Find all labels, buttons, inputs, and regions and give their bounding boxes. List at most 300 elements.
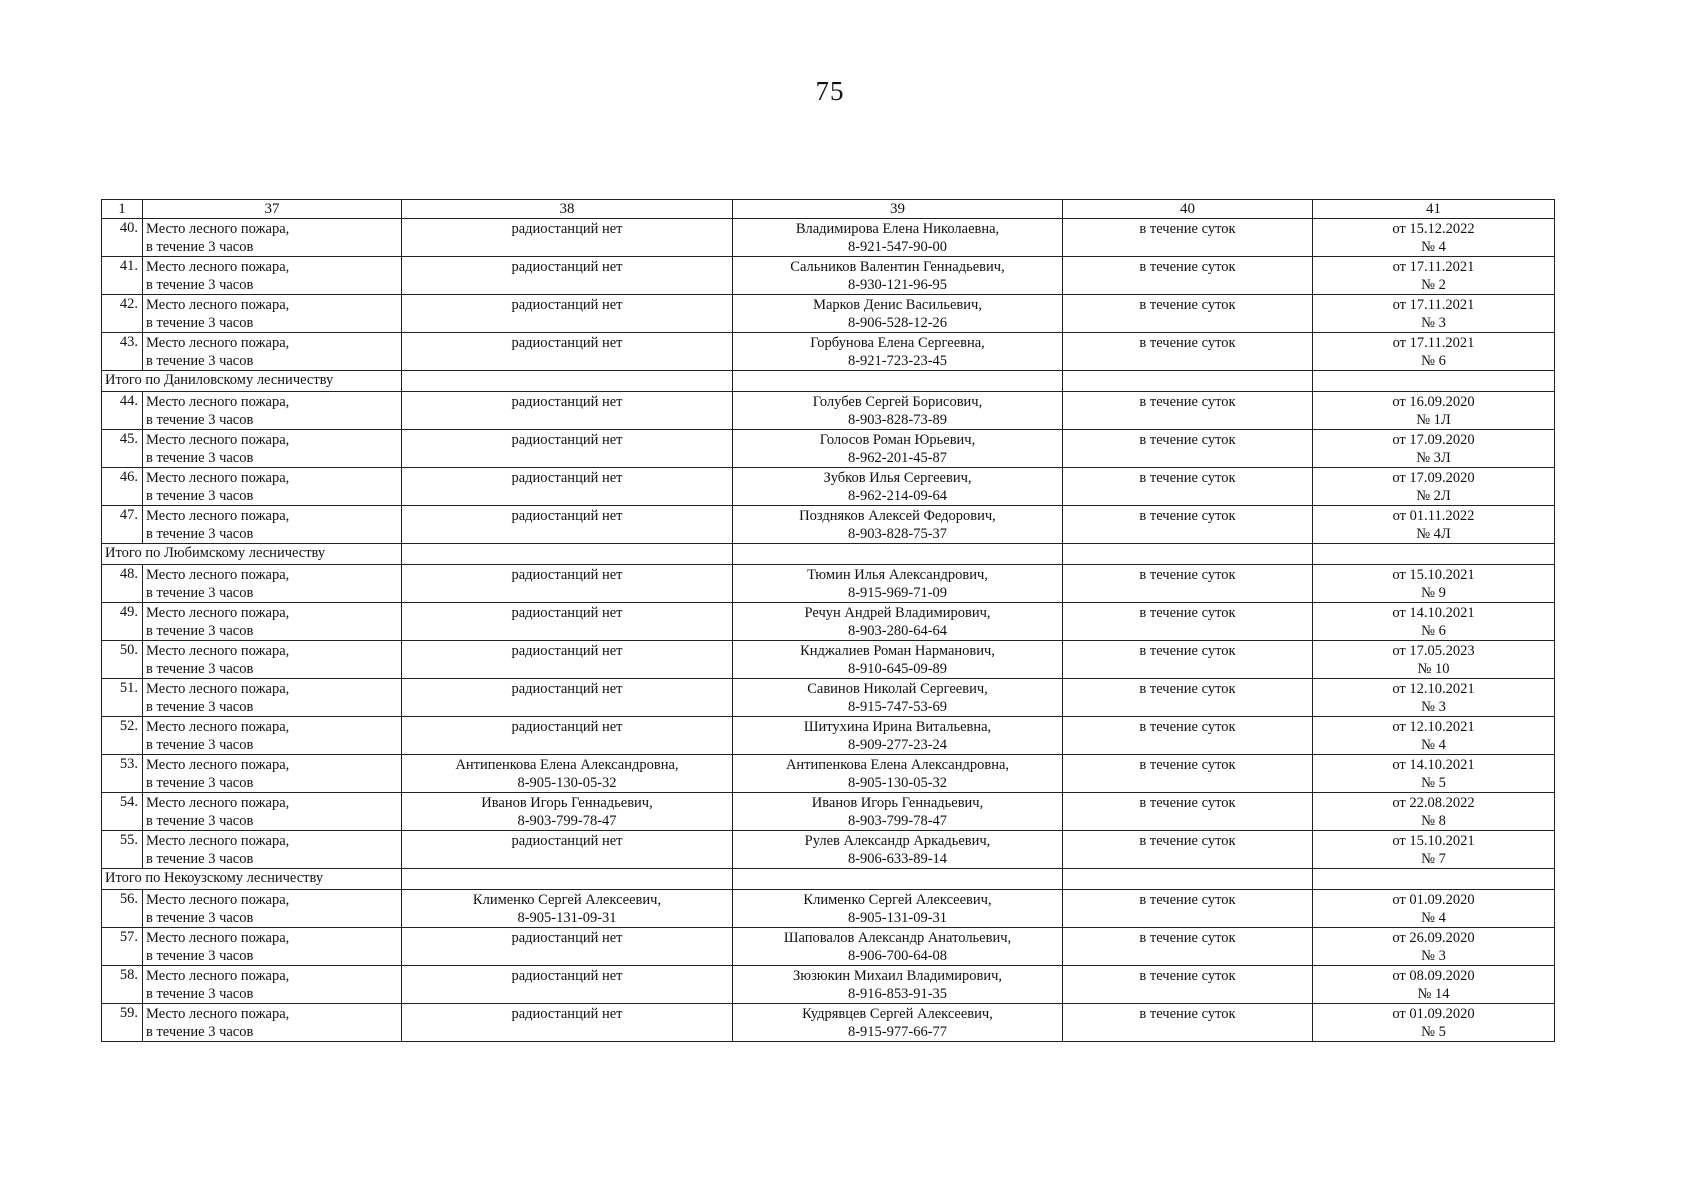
contact-cell bbox=[733, 717, 1063, 755]
fire-place-cell bbox=[143, 831, 402, 869]
contact-cell bbox=[733, 890, 1063, 928]
table-row bbox=[102, 295, 1555, 333]
document-cell bbox=[1313, 257, 1555, 295]
row-number: 59. bbox=[102, 1004, 143, 1042]
table-row bbox=[102, 966, 1555, 1004]
period-cell bbox=[1063, 392, 1313, 430]
cell-line-1: от 17.11.2021 bbox=[1392, 259, 1475, 275]
document-cell bbox=[1313, 831, 1555, 869]
period-text: в течение суток bbox=[1139, 1006, 1236, 1022]
cell-line-2: № 14 bbox=[1417, 986, 1450, 1002]
period-cell bbox=[1063, 755, 1313, 793]
cell-line-1: Клименко Сергей Алексеевич, bbox=[803, 892, 992, 908]
contact-cell bbox=[733, 928, 1063, 966]
cell-line-1: Голубев Сергей Борисович, bbox=[812, 394, 983, 410]
cell-line-1: Антипенкова Елена Александровна, bbox=[785, 757, 1010, 773]
cell-line-1: от 14.10.2021 bbox=[1392, 605, 1475, 621]
period-cell bbox=[1063, 565, 1313, 603]
radio-cell bbox=[402, 257, 733, 295]
radio-cell bbox=[402, 219, 733, 257]
cell-line-1: радиостанций нет bbox=[511, 968, 623, 984]
cell-line-2: 8-905-130-05-32 bbox=[847, 775, 948, 791]
cell-line-1: радиостанций нет bbox=[511, 470, 623, 486]
empty-cell bbox=[1063, 869, 1313, 890]
cell-line-1: Место лесного пожара, bbox=[146, 335, 290, 351]
cell-line-1: Савинов Николай Сергеевич, bbox=[807, 681, 988, 697]
cell-line-1: радиостанций нет bbox=[511, 297, 623, 313]
empty-cell bbox=[1313, 371, 1555, 392]
cell-line-2: 8-916-853-91-35 bbox=[847, 986, 948, 1002]
period-cell bbox=[1063, 890, 1313, 928]
radio-cell bbox=[402, 717, 733, 755]
cell-line-1: радиостанций нет bbox=[511, 394, 623, 410]
cell-line-1: от 12.10.2021 bbox=[1392, 719, 1475, 735]
fire-place-cell bbox=[143, 603, 402, 641]
cell-line-1: Владимирова Елена Николаевна, bbox=[795, 221, 1000, 237]
cell-line-2: № 3 bbox=[1421, 699, 1446, 715]
cell-line-2: 8-906-700-64-08 bbox=[847, 948, 948, 964]
fire-place-cell bbox=[143, 392, 402, 430]
cell-line-1: Место лесного пожара, bbox=[146, 394, 290, 410]
cell-line-1: Марков Денис Васильевич, bbox=[813, 297, 982, 313]
table-row bbox=[102, 392, 1555, 430]
period-cell bbox=[1063, 793, 1313, 831]
cell-line-2: № 1Л bbox=[1416, 412, 1451, 428]
table-row bbox=[102, 603, 1555, 641]
document-cell bbox=[1313, 966, 1555, 1004]
cell-line-1: Место лесного пожара, bbox=[146, 968, 290, 984]
period-text: в течение суток bbox=[1139, 221, 1236, 237]
cell-line-2: № 6 bbox=[1421, 353, 1446, 369]
period-text: в течение суток bbox=[1139, 930, 1236, 946]
cell-line-1: радиостанций нет bbox=[511, 833, 623, 849]
cell-line-2: в течение 3 часов bbox=[146, 623, 254, 639]
cell-line-2: в течение 3 часов bbox=[146, 239, 254, 255]
radio-cell bbox=[402, 295, 733, 333]
row-number: 44. bbox=[102, 392, 143, 430]
cell-line-1: от 22.08.2022 bbox=[1392, 795, 1475, 811]
cell-line-2: № 4 bbox=[1421, 910, 1446, 926]
period-text: в течение суток bbox=[1139, 470, 1236, 486]
cell-line-1: Голосов Роман Юрьевич, bbox=[819, 432, 976, 448]
cell-line-1: радиостанций нет bbox=[511, 221, 623, 237]
document-cell bbox=[1313, 333, 1555, 371]
cell-line-2: 8-905-131-09-31 bbox=[847, 910, 948, 926]
fire-place-cell bbox=[143, 219, 402, 257]
document-cell bbox=[1313, 928, 1555, 966]
empty-cell bbox=[733, 544, 1063, 565]
empty-cell bbox=[733, 371, 1063, 392]
empty-cell bbox=[1063, 371, 1313, 392]
contact-cell bbox=[733, 257, 1063, 295]
cell-line-2: № 3 bbox=[1421, 315, 1446, 331]
cell-line-1: от 17.09.2020 bbox=[1392, 432, 1475, 448]
table-row bbox=[102, 333, 1555, 371]
document-cell bbox=[1313, 679, 1555, 717]
fire-place-cell bbox=[143, 755, 402, 793]
cell-line-2: 8-962-214-09-64 bbox=[847, 488, 948, 504]
cell-line-1: от 15.10.2021 bbox=[1392, 567, 1475, 583]
fire-place-cell bbox=[143, 679, 402, 717]
cell-line-1: радиостанций нет bbox=[511, 605, 623, 621]
row-number: 48. bbox=[102, 565, 143, 603]
period-text: в течение суток bbox=[1139, 297, 1236, 313]
cell-line-1: радиостанций нет bbox=[511, 432, 623, 448]
cell-line-1: от 15.10.2021 bbox=[1392, 833, 1475, 849]
cell-line-1: Место лесного пожара, bbox=[146, 1006, 290, 1022]
cell-line-2: 8-903-280-64-64 bbox=[847, 623, 948, 639]
fire-place-cell bbox=[143, 565, 402, 603]
radio-cell bbox=[402, 641, 733, 679]
empty-cell bbox=[402, 544, 733, 565]
table-row bbox=[102, 219, 1555, 257]
cell-line-2: 8-915-747-53-69 bbox=[847, 699, 948, 715]
empty-cell bbox=[733, 869, 1063, 890]
cell-line-1: Поздняков Алексей Федорович, bbox=[799, 508, 996, 524]
radio-cell bbox=[402, 333, 733, 371]
table-row bbox=[102, 565, 1555, 603]
cell-line-2: № 2 bbox=[1421, 277, 1446, 293]
contact-cell bbox=[733, 506, 1063, 544]
table-row bbox=[102, 506, 1555, 544]
period-cell bbox=[1063, 257, 1313, 295]
cell-line-1: от 01.09.2020 bbox=[1392, 892, 1475, 908]
cell-line-2: № 4 bbox=[1421, 737, 1446, 753]
cell-line-1: от 14.10.2021 bbox=[1392, 757, 1475, 773]
cell-line-1: от 17.09.2020 bbox=[1392, 470, 1475, 486]
period-cell bbox=[1063, 295, 1313, 333]
row-number: 56. bbox=[102, 890, 143, 928]
period-text: в течение суток bbox=[1139, 605, 1236, 621]
row-number: 53. bbox=[102, 755, 143, 793]
contact-cell bbox=[733, 219, 1063, 257]
table-row bbox=[102, 890, 1555, 928]
cell-line-2: 8-910-645-09-89 bbox=[847, 661, 948, 677]
row-number: 54. bbox=[102, 793, 143, 831]
fire-place-cell bbox=[143, 257, 402, 295]
period-cell bbox=[1063, 333, 1313, 371]
period-cell bbox=[1063, 219, 1313, 257]
cell-line-1: от 08.09.2020 bbox=[1392, 968, 1475, 984]
subtotal-row bbox=[102, 371, 1555, 392]
cell-line-1: от 12.10.2021 bbox=[1392, 681, 1475, 697]
cell-line-1: Место лесного пожара, bbox=[146, 259, 290, 275]
cell-line-1: Место лесного пожара, bbox=[146, 892, 290, 908]
cell-line-2: в течение 3 часов bbox=[146, 851, 254, 867]
cell-line-1: Место лесного пожара, bbox=[146, 432, 290, 448]
cell-line-2: в течение 3 часов bbox=[146, 450, 254, 466]
cell-line-2: в течение 3 часов bbox=[146, 353, 254, 369]
cell-line-1: Кнджалиев Роман Нарманович, bbox=[800, 643, 995, 659]
radio-cell bbox=[402, 506, 733, 544]
period-text: в течение суток bbox=[1139, 795, 1236, 811]
cell-line-1: Место лесного пожара, bbox=[146, 297, 290, 313]
cell-line-2: в течение 3 часов bbox=[146, 315, 254, 331]
table-row bbox=[102, 928, 1555, 966]
cell-line-1: Иванов Игорь Геннадьевич, bbox=[811, 795, 984, 811]
cell-line-2: 8-905-131-09-31 bbox=[517, 910, 617, 926]
contact-cell bbox=[733, 295, 1063, 333]
cell-line-1: Кудрявцев Сергей Алексеевич, bbox=[802, 1006, 993, 1022]
cell-line-1: от 01.11.2022 bbox=[1392, 508, 1475, 524]
cell-line-2: № 3 bbox=[1421, 948, 1446, 964]
row-number: 57. bbox=[102, 928, 143, 966]
period-cell bbox=[1063, 603, 1313, 641]
period-text: в течение суток bbox=[1139, 681, 1236, 697]
row-number: 58. bbox=[102, 966, 143, 1004]
radio-cell bbox=[402, 679, 733, 717]
cell-line-2: в течение 3 часов bbox=[146, 948, 254, 964]
cell-line-1: Горбунова Елена Сергеевна, bbox=[810, 335, 985, 351]
radio-cell bbox=[402, 565, 733, 603]
document-cell bbox=[1313, 1004, 1555, 1042]
radio-cell bbox=[402, 392, 733, 430]
table-row bbox=[102, 430, 1555, 468]
radio-cell bbox=[402, 755, 733, 793]
header-cell: 40 bbox=[1063, 200, 1313, 219]
subtotal-label: Итого по Даниловскому лесничеству bbox=[102, 371, 402, 392]
document-cell bbox=[1313, 219, 1555, 257]
document-cell bbox=[1313, 295, 1555, 333]
document-cell bbox=[1313, 392, 1555, 430]
cell-line-2: 8-909-277-23-24 bbox=[847, 737, 948, 753]
period-cell bbox=[1063, 717, 1313, 755]
cell-line-1: Место лесного пожара, bbox=[146, 719, 290, 735]
cell-line-2: № 8 bbox=[1421, 813, 1446, 829]
empty-cell bbox=[1313, 869, 1555, 890]
cell-line-2: 8-915-969-71-09 bbox=[847, 585, 948, 601]
radio-cell bbox=[402, 793, 733, 831]
row-number: 46. bbox=[102, 468, 143, 506]
row-number: 49. bbox=[102, 603, 143, 641]
period-text: в течение суток bbox=[1139, 432, 1236, 448]
header-cell: 1 bbox=[102, 200, 143, 219]
cell-line-2: в течение 3 часов bbox=[146, 986, 254, 1002]
cell-line-2: в течение 3 часов bbox=[146, 526, 254, 542]
header-cell: 37 bbox=[143, 200, 402, 219]
cell-line-1: Шаповалов Александр Анатольевич, bbox=[783, 930, 1012, 946]
cell-line-2: 8-903-799-78-47 bbox=[847, 813, 948, 829]
contact-cell bbox=[733, 641, 1063, 679]
table-body bbox=[102, 200, 1555, 1042]
cell-line-1: Место лесного пожара, bbox=[146, 221, 290, 237]
contact-cell bbox=[733, 565, 1063, 603]
cell-line-2: в течение 3 часов bbox=[146, 661, 254, 677]
period-cell bbox=[1063, 831, 1313, 869]
data-table bbox=[101, 199, 1555, 1042]
period-cell bbox=[1063, 679, 1313, 717]
period-text: в течение суток bbox=[1139, 394, 1236, 410]
cell-line-2: 8-906-633-89-14 bbox=[847, 851, 948, 867]
table-row bbox=[102, 468, 1555, 506]
cell-line-1: Антипенкова Елена Александровна, bbox=[455, 757, 679, 773]
cell-line-2: в течение 3 часов bbox=[146, 699, 254, 715]
cell-line-1: Место лесного пожара, bbox=[146, 643, 290, 659]
cell-line-1: Зубков Илья Сергеевич, bbox=[823, 470, 972, 486]
radio-cell bbox=[402, 928, 733, 966]
cell-line-1: радиостанций нет bbox=[511, 1006, 623, 1022]
cell-line-2: 8-903-799-78-47 bbox=[517, 813, 617, 829]
row-number: 47. bbox=[102, 506, 143, 544]
cell-line-1: от 17.11.2021 bbox=[1392, 335, 1475, 351]
contact-cell bbox=[733, 966, 1063, 1004]
page-number: 75 bbox=[815, 76, 845, 106]
cell-line-2: 8-921-723-23-45 bbox=[847, 353, 948, 369]
fire-place-cell bbox=[143, 468, 402, 506]
fire-place-cell bbox=[143, 506, 402, 544]
cell-line-2: № 6 bbox=[1421, 623, 1446, 639]
document-cell bbox=[1313, 506, 1555, 544]
table-row bbox=[102, 831, 1555, 869]
cell-line-1: Место лесного пожара, bbox=[146, 681, 290, 697]
period-cell bbox=[1063, 966, 1313, 1004]
cell-line-2: в течение 3 часов bbox=[146, 813, 254, 829]
cell-line-1: радиостанций нет bbox=[511, 643, 623, 659]
header-cell: 38 bbox=[402, 200, 733, 219]
cell-line-1: от 16.09.2020 bbox=[1392, 394, 1475, 410]
contact-cell bbox=[733, 1004, 1063, 1042]
period-cell bbox=[1063, 1004, 1313, 1042]
fire-place-cell bbox=[143, 717, 402, 755]
empty-cell bbox=[402, 371, 733, 392]
radio-cell bbox=[402, 1004, 733, 1042]
cell-line-2: в течение 3 часов bbox=[146, 277, 254, 293]
cell-line-2: № 9 bbox=[1421, 585, 1446, 601]
empty-cell bbox=[402, 869, 733, 890]
cell-line-2: в течение 3 часов bbox=[146, 488, 254, 504]
period-text: в течение суток bbox=[1139, 968, 1236, 984]
cell-line-2: в течение 3 часов bbox=[146, 910, 254, 926]
cell-line-1: Клименко Сергей Алексеевич, bbox=[472, 892, 662, 908]
cell-line-2: № 7 bbox=[1421, 851, 1446, 867]
cell-line-2: № 10 bbox=[1417, 661, 1450, 677]
empty-cell bbox=[1313, 544, 1555, 565]
cell-line-1: Речун Андрей Владимирович, bbox=[804, 605, 991, 621]
document-cell bbox=[1313, 603, 1555, 641]
cell-line-1: Место лесного пожара, bbox=[146, 795, 290, 811]
cell-line-2: № 4Л bbox=[1416, 526, 1451, 542]
cell-line-1: Место лесного пожара, bbox=[146, 757, 290, 773]
period-text: в течение суток bbox=[1139, 757, 1236, 773]
cell-line-1: Место лесного пожара, bbox=[146, 605, 290, 621]
period-text: в течение суток bbox=[1139, 508, 1236, 524]
fire-place-cell bbox=[143, 890, 402, 928]
cell-line-1: Сальников Валентин Геннадьевич, bbox=[790, 259, 1005, 275]
fire-place-cell bbox=[143, 966, 402, 1004]
subtotal-row bbox=[102, 544, 1555, 565]
cell-line-2: в течение 3 часов bbox=[146, 1024, 254, 1040]
document-cell bbox=[1313, 717, 1555, 755]
cell-line-1: радиостанций нет bbox=[511, 259, 623, 275]
period-cell bbox=[1063, 506, 1313, 544]
contact-cell bbox=[733, 603, 1063, 641]
period-cell bbox=[1063, 468, 1313, 506]
cell-line-2: 8-962-201-45-87 bbox=[847, 450, 948, 466]
row-number: 55. bbox=[102, 831, 143, 869]
cell-line-2: № 4 bbox=[1421, 239, 1446, 255]
cell-line-2: № 5 bbox=[1421, 1024, 1446, 1040]
document-cell bbox=[1313, 641, 1555, 679]
contact-cell bbox=[733, 333, 1063, 371]
period-cell bbox=[1063, 928, 1313, 966]
empty-cell bbox=[1063, 544, 1313, 565]
fire-place-cell bbox=[143, 1004, 402, 1042]
period-text: в течение суток bbox=[1139, 643, 1236, 659]
cell-line-2: в течение 3 часов bbox=[146, 775, 254, 791]
cell-line-1: Место лесного пожара, bbox=[146, 470, 290, 486]
period-text: в течение суток bbox=[1139, 259, 1236, 275]
cell-line-1: радиостанций нет bbox=[511, 335, 623, 351]
row-number: 43. bbox=[102, 333, 143, 371]
cell-line-2: в течение 3 часов bbox=[146, 585, 254, 601]
cell-line-1: от 26.09.2020 bbox=[1392, 930, 1475, 946]
contact-cell bbox=[733, 679, 1063, 717]
radio-cell bbox=[402, 603, 733, 641]
fire-place-cell bbox=[143, 333, 402, 371]
cell-line-1: от 17.05.2023 bbox=[1392, 643, 1475, 659]
cell-line-1: радиостанций нет bbox=[511, 508, 623, 524]
document-cell bbox=[1313, 565, 1555, 603]
cell-line-2: в течение 3 часов bbox=[146, 412, 254, 428]
cell-line-2: № 2Л bbox=[1416, 488, 1451, 504]
cell-line-2: 8-915-977-66-77 bbox=[847, 1024, 948, 1040]
row-number: 52. bbox=[102, 717, 143, 755]
cell-line-2: 8-906-528-12-26 bbox=[847, 315, 948, 331]
table-row bbox=[102, 641, 1555, 679]
fire-place-cell bbox=[143, 793, 402, 831]
cell-line-1: Зюзюкин Михаил Владимирович, bbox=[792, 968, 1003, 984]
table-row bbox=[102, 1004, 1555, 1042]
header-cell: 41 bbox=[1313, 200, 1555, 219]
cell-line-1: от 17.11.2021 bbox=[1392, 297, 1475, 313]
document-cell bbox=[1313, 468, 1555, 506]
fire-place-cell bbox=[143, 928, 402, 966]
table-row bbox=[102, 717, 1555, 755]
radio-cell bbox=[402, 468, 733, 506]
contact-cell bbox=[733, 793, 1063, 831]
cell-line-1: радиостанций нет bbox=[511, 567, 623, 583]
cell-line-1: радиостанций нет bbox=[511, 719, 623, 735]
header-cell: 39 bbox=[733, 200, 1063, 219]
cell-line-1: от 01.09.2020 bbox=[1392, 1006, 1475, 1022]
period-cell bbox=[1063, 641, 1313, 679]
table-row bbox=[102, 257, 1555, 295]
radio-cell bbox=[402, 831, 733, 869]
row-number: 45. bbox=[102, 430, 143, 468]
subtotal-label: Итого по Некоузскому лесничеству bbox=[102, 869, 402, 890]
cell-line-2: 8-903-828-75-37 bbox=[847, 526, 948, 542]
cell-line-1: Место лесного пожара, bbox=[146, 508, 290, 524]
table-row bbox=[102, 679, 1555, 717]
radio-cell bbox=[402, 890, 733, 928]
cell-line-2: № 5 bbox=[1421, 775, 1446, 791]
row-number: 40. bbox=[102, 219, 143, 257]
cell-line-2: 8-905-130-05-32 bbox=[517, 775, 617, 791]
document-cell bbox=[1313, 755, 1555, 793]
contact-cell bbox=[733, 755, 1063, 793]
period-text: в течение суток bbox=[1139, 833, 1236, 849]
fire-place-cell bbox=[143, 641, 402, 679]
row-number: 41. bbox=[102, 257, 143, 295]
contact-cell bbox=[733, 468, 1063, 506]
cell-line-1: Место лесного пожара, bbox=[146, 833, 290, 849]
radio-cell bbox=[402, 966, 733, 1004]
cell-line-1: Место лесного пожара, bbox=[146, 567, 290, 583]
contact-cell bbox=[733, 831, 1063, 869]
row-number: 42. bbox=[102, 295, 143, 333]
cell-line-2: в течение 3 часов bbox=[146, 737, 254, 753]
subtotal-label: Итого по Любимскому лесничеству bbox=[102, 544, 402, 565]
